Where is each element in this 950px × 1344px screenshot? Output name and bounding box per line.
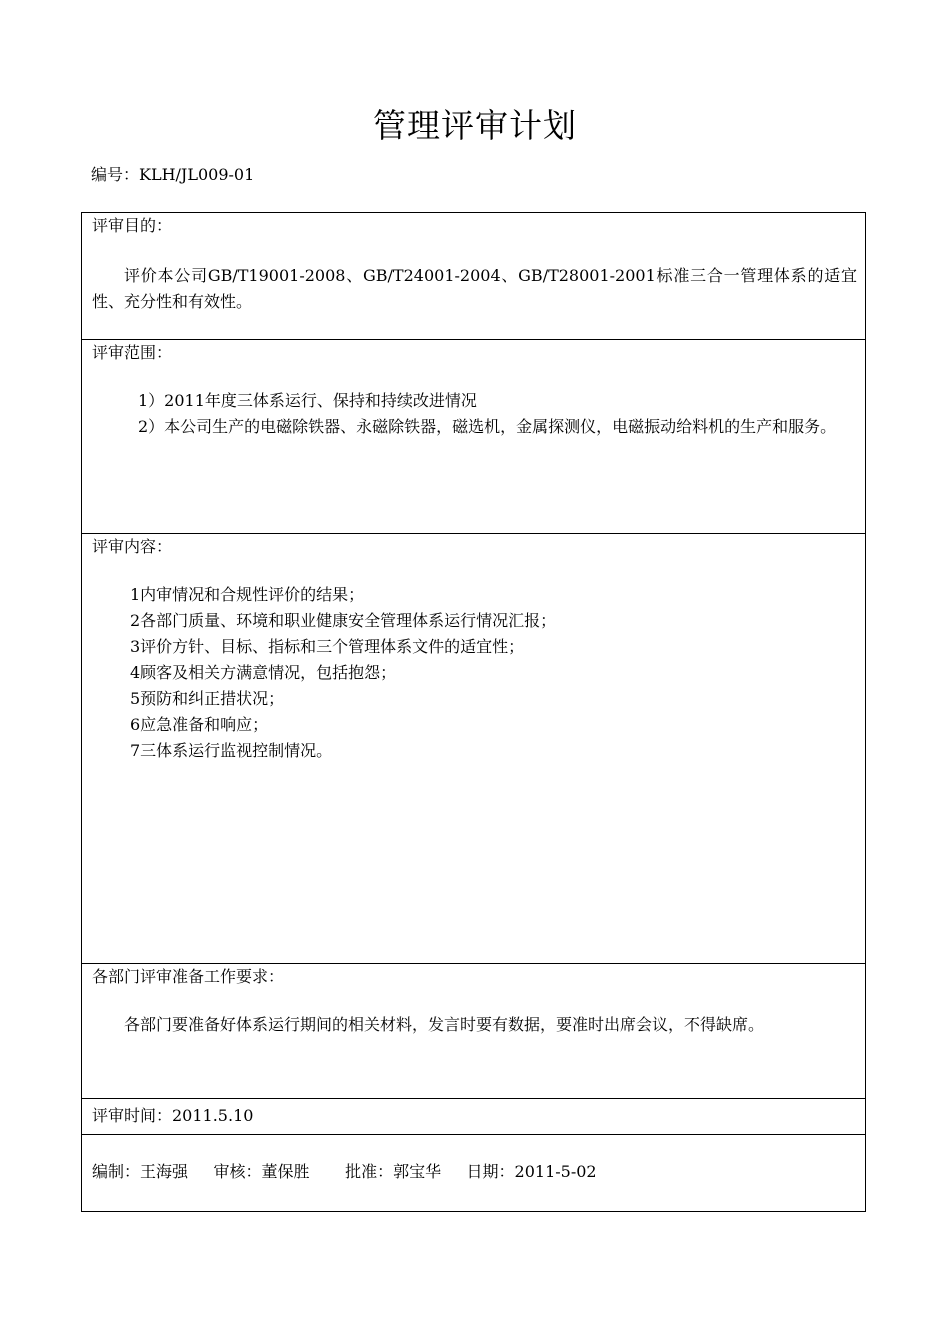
content-heading: 评审内容： — [92, 537, 173, 556]
section-content — [82, 533, 865, 963]
sign-date: 日期：2011-5-02 — [466, 1162, 597, 1181]
content-item: 3评价方针、目标、指标和三个管理体系文件的适宜性； — [130, 637, 525, 656]
content-item: 6应急准备和响应； — [130, 715, 269, 734]
purpose-text: 评价本公司GB/T19001-2008、GB/T24001-2004、GB/T28001-2001标准三合一管理体系的适宜性、充分性和有效性。 — [92, 266, 857, 311]
preparation-heading: 各部门评审准备工作要求： — [92, 967, 285, 986]
approved-by: 批准：郭宝华 — [345, 1162, 442, 1181]
scope-list — [92, 388, 857, 440]
section-purpose — [82, 213, 865, 339]
scope-heading: 评审范围： — [92, 343, 173, 362]
content-item: 4顾客及相关方满意情况，包括抱怨； — [130, 663, 397, 682]
review-plan-table — [81, 212, 866, 1212]
page-title: 管理评审计划 — [373, 106, 577, 145]
content-item: 5预防和纠正措状况； — [130, 689, 285, 708]
preparation-text: 各部门要准备好体系运行期间的相关材料，发言时要有数据，要准时出席会议，不得缺席。 — [124, 1015, 765, 1034]
document-number: 编号：KLH/JL009-01 — [91, 165, 255, 184]
section-preparation — [82, 963, 865, 1098]
signature-line — [92, 1159, 597, 1185]
section-signatures — [82, 1134, 865, 1211]
content-list — [130, 582, 857, 764]
content-item: 1内审情况和合规性评价的结果； — [130, 585, 365, 604]
review-time: 评审时间：2011.5.10 — [92, 1106, 254, 1125]
section-scope — [82, 339, 865, 533]
purpose-heading: 评审目的： — [92, 216, 173, 235]
content-item: 7三体系运行监视控制情况。 — [130, 741, 333, 760]
scope-item: 1）2011年度三体系运行、保持和持续改进情况 — [138, 391, 477, 410]
prepared-by: 编制：王海强 — [92, 1162, 189, 1181]
reviewed-by: 审核：董保胜 — [213, 1162, 310, 1181]
content-item: 2各部门质量、环境和职业健康安全管理体系运行情况汇报； — [130, 611, 557, 630]
section-time — [82, 1098, 865, 1134]
scope-item: 2）本公司生产的电磁除铁器、永磁除铁器，磁选机，金属探测仪，电磁振动给料机的生产和服务。 — [138, 417, 837, 436]
